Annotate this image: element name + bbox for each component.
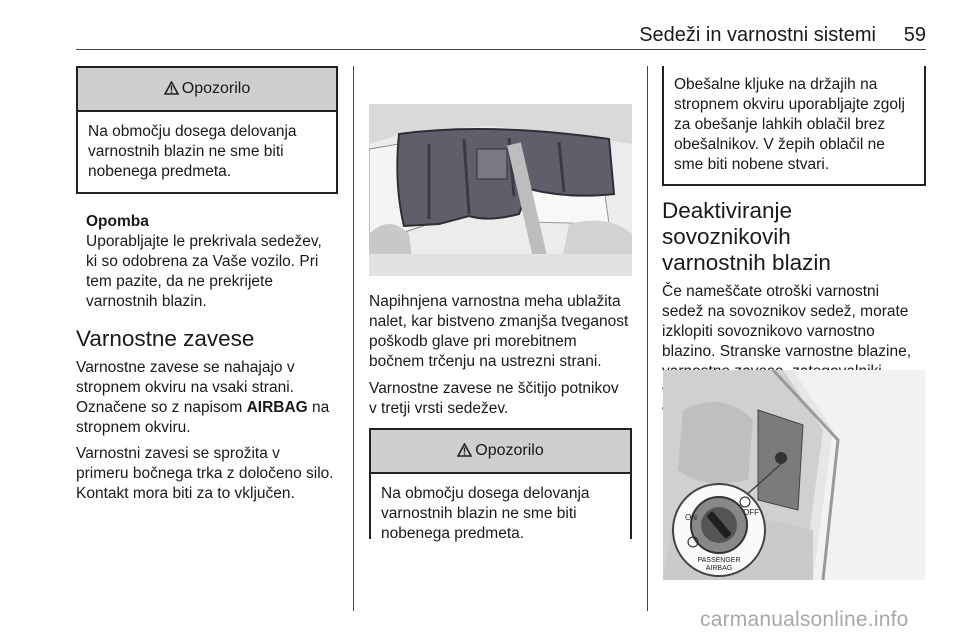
page-number: 59: [903, 24, 926, 46]
paragraph-curtains-deploy: [76, 444, 338, 504]
note-line: Uporabljajte le prekrivala sedežev,: [86, 233, 322, 250]
column-3: [662, 66, 926, 422]
warning-body: [78, 112, 336, 192]
note-line: varnostnih blazin.: [86, 293, 207, 310]
paragraph-third-row: [369, 379, 633, 419]
airbag-switch-drawing: [663, 370, 925, 580]
figure-caption: [369, 292, 633, 372]
column-1: [76, 66, 338, 504]
note-line: ki so odobrena za Vaše vozilo. Pri: [86, 253, 319, 270]
switch-label-line2: AIRBAG: [705, 565, 733, 572]
warning-line: Na območju dosega delovanja: [381, 485, 590, 502]
warning-heading: Opozorilo: [475, 442, 544, 459]
warning-line: sme biti nobene stvari.: [674, 156, 830, 173]
warning-line: Na območju dosega delovanja: [88, 123, 297, 140]
warning-triangle-icon: [457, 443, 472, 457]
paragraph-line: sedež na sovoznikov sedež, morate: [662, 303, 909, 320]
warning-triangle-icon: [164, 81, 179, 95]
caption-line: poškodb glave pri morebitnem: [369, 333, 577, 350]
warning-line: nobenega predmeta.: [88, 163, 232, 180]
paragraph-line: stropnem okviru.: [76, 419, 191, 436]
text-run: Označene so z napisom: [76, 399, 247, 416]
warning-line: nobenega predmeta.: [381, 525, 525, 542]
caption-line: Napihnjena varnostna meha ublažita: [369, 293, 621, 310]
warning-box: [76, 66, 338, 194]
text-run: na: [307, 399, 330, 416]
section-title-line: Deaktiviranje sovoznikovih: [662, 198, 793, 249]
paragraph-line: v tretji vrsti sedežev.: [369, 400, 509, 417]
paragraph-line: blazino. Stranske varnostne blazine,: [662, 343, 912, 360]
switch-on-label: ON: [685, 513, 697, 522]
paragraph-line: [76, 398, 338, 418]
warning-body: [371, 474, 630, 554]
warning-header: [371, 430, 630, 474]
paragraph-line: stropnem okviru na vsaki strani.: [76, 379, 294, 396]
warning-heading: Opozorilo: [181, 80, 251, 97]
paragraph-line: primeru bočnega trka z določeno silo.: [76, 465, 334, 482]
warning-line: za obešanje lahkih oblačil brez: [674, 116, 886, 133]
curtain-airbag-drawing: [369, 104, 632, 276]
airbag-label: AIRBAG: [246, 399, 308, 416]
note-line: tem pazite, da ne prekrijete: [86, 273, 273, 290]
section-title-line: varnostnih blazin: [662, 250, 831, 275]
header-divider: [76, 49, 926, 50]
column-divider-2: [647, 66, 648, 611]
switch-off-label: OFF: [743, 508, 759, 517]
warning-line: Obešalne kljuke na držajih na: [674, 76, 878, 93]
continued-warning-box: [662, 66, 926, 186]
column-2-text: [369, 292, 633, 542]
warning-box: [369, 428, 632, 542]
note-block: [76, 212, 338, 312]
switch-label-line1: PASSENGER: [697, 557, 741, 564]
paragraph-line: Kontakt mora biti za to vključen.: [76, 485, 295, 502]
note-title: Opomba: [86, 213, 149, 230]
airbag-switch-illustration: [663, 370, 925, 580]
warning-line: stropnem okviru uporabljajte zgolj: [674, 96, 905, 113]
warning-line: varnostnih blazin ne sme biti: [88, 143, 284, 160]
paragraph-curtains-location: [76, 358, 338, 438]
paragraph-line: izklopiti sovoznikovo varnostno: [662, 323, 875, 340]
paragraph-line: Če nameščate otroški varnostni: [662, 283, 880, 300]
warning-line: obešalnikov. V žepih oblačil ne: [674, 136, 885, 153]
paragraph-line: Varnostne zavese ne ščitijo potnikov: [369, 380, 619, 397]
section-title-curtains: Varnostne zavese: [76, 326, 255, 351]
warning-header: [78, 68, 336, 112]
watermark: carmanualsonline.info: [700, 608, 909, 631]
column-divider-1: [353, 66, 354, 611]
caption-line: nalet, kar bistveno zmanjša tveganost: [369, 313, 629, 330]
caption-line: bočnem trčenju na ustrezni strani.: [369, 353, 602, 370]
paragraph-line: Varnostni zavesi se sprožita v: [76, 445, 280, 462]
warning-line: varnostnih blazin ne sme biti: [381, 505, 577, 522]
section-title-deactivation: [662, 198, 926, 276]
curtain-airbag-illustration: [369, 104, 632, 276]
running-header-title: Sedeži in varnostni sistemi: [639, 24, 876, 46]
paragraph-line: Varnostne zavese se nahajajo v: [76, 359, 295, 376]
